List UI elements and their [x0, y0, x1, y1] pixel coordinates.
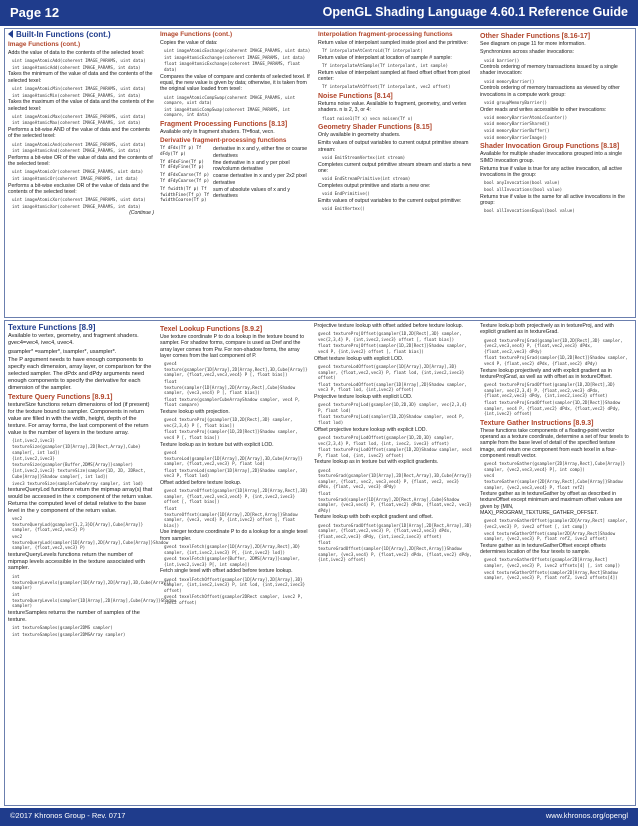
description-text: Returns noise value. Available to fragment, geometry, and vertex shaders. n is 2, 3, or 4: [318, 100, 467, 114]
function-signature: int textureSamples(gsampler2DMSArray sampler) [12, 632, 126, 637]
function-signature: int textureQueryLevels(gsampler{1D[Array],2D[Array],3D,Cube[Array]} sampler) [12, 574, 171, 591]
description-text: Texture lookup projectively and with explicit gradient as in textureProjGrad, as well as with offset as in textureOffset. [480, 367, 612, 380]
function-signature: vec4 textureGather(sampler{2D[Array,Rect],Cube[Array]}Shadow sampler, {vec2,vec3,vec4} P, float refZ) [484, 473, 623, 490]
function-signature: float texture(sampler{1D[Array],2D[Array,Rect],Cube}Shadow sampler, {vec3,vec4} P [, float bias]) [164, 378, 296, 396]
function-signature: uint imageAtomicMin(coherent IMAGE_PARAMS, uint data) [12, 86, 146, 92]
description-text: Emits values of output variables to current output primitive stream stream: [318, 140, 469, 153]
builtin-title: Built-In Functions (cont.) [8, 30, 154, 40]
function-signature: float textureGrad(sampler{1D[Array],2D[Rect,Array],Cube}Shadow sampler, {vec3,vec4} P, {float,vec2} dPdx, {float,vec2, vec3} dPdy) [318, 490, 472, 513]
function-signature: gvec4 textureGradOffset(gsampler{1D[Array],2D[Rect,Array],3D} sampler, {float,vec2,vec3} P, {float,vec2,vec3} dPdx, {float,vec2,vec3} dPdy, {int,ivec2,ivec3} offset) [318, 522, 472, 539]
function-signature: float textureProjLodOffset(sampler{1D,2D}Shadow sampler, vec4 P, float lod, {int, ivec2} offset) [318, 447, 472, 458]
function-signature: void memoryBarrierAtomicCounter() [484, 114, 568, 120]
description-text: Performs a bit-wise AND of the value of data and the contents of the selected texel: [8, 127, 150, 140]
description-text: Emits values of output variables to the current output primitive: [318, 197, 462, 204]
column-projective-lookup [314, 323, 474, 801]
function-signature: int textureSamples(gsampler2DMS sampler) [12, 625, 113, 631]
derivative-description: fine derivative in x and y per pixel row/column derivative [213, 159, 290, 173]
description-text: gsampler* =sampler*, isampler*, usampler*. [8, 348, 117, 355]
page-header [0, 0, 638, 26]
derivative-signature: Tf dFdxCoarse(Tf p) Tf dFdyCoarse(Tf p) [160, 173, 210, 184]
column-texture-query [8, 323, 176, 801]
function-signature: int imageAtomicAdd(coherent IMAGE_PARAMS, int data) [12, 64, 141, 70]
description-text: Compares the value of compare and contents of selected texel. If equal, the new value is given by data; otherwise, it is taken from the original value loaded from texel: [160, 73, 310, 93]
fragment-functions-heading: Fragment Processing Functions [8.13] [160, 120, 288, 128]
function-signature: gvec4 textureGather(gsampler{2D[Array,Rect],Cube[Array]} sampler, {vec2,vec3,vec4} P[, int comp]) [484, 461, 626, 472]
function-signature: float noise1(Tf x) vecn noisen(Tf x) [322, 115, 413, 121]
function-signature: float imageAtomicExchange(coherent IMAGE_PARAMS, float data) [164, 61, 301, 73]
function-signature: void memoryBarrier() [484, 78, 535, 84]
function-signature: float textureProjOffset(sampler{1D,2D[Rect]}Shadow sampler, vec4 P, {int,ivec2} offset [, float bias]) [318, 343, 467, 355]
function-signature: float textureLodOffset(sampler{1D[Array],2D}Shadow sampler, vec3 P, float lod, {int,ivec2} offset) [318, 381, 467, 393]
description-text: Projective texture lookup with explicit LOD. [314, 393, 413, 400]
description-text: Completes current output primitive stream stream and starts a new one: [318, 161, 472, 174]
page-footer [0, 808, 638, 826]
function-signature: void EndStreamPrimitive(int stream) [322, 176, 411, 182]
derivative-table [160, 146, 312, 203]
function-signature: gvec4 textureGatherOffsets(gsampler2D[Array,Rect] sampler, {vec2,vec3} P, ivec2 offsets[4] [, int comp]) [484, 557, 621, 568]
description-text: Return value of interpolant sampled at fixed offset offset from pixel center: [318, 69, 471, 83]
function-signature: uint imageAtomicOr(coherent IMAGE_PARAMS, uint data) [12, 169, 144, 175]
function-signature: gvec4 texelFetchOffset(gsampler2DRect sampler, ivec2 P, ivec2 offset) [164, 594, 303, 605]
continue-note: (Continue ) [129, 210, 154, 217]
interpolation-heading: Interpolation fragment-processing functions [318, 31, 453, 38]
texel-lookup-heading: Texel Lookup Functions [8.9.2] [160, 326, 263, 333]
description-text: Offset texture lookup with explicit LOD. [314, 355, 404, 362]
function-signature: gvec4 texture(gsampler{1D[Array],2D[Array,Rect],3D,Cube[Array]} sampler, {float,vec2,vec3,vec4} P [, float bias]) [164, 361, 308, 378]
function-signature: float textureGradOffset(sampler{1D[Array],2D[Rect,Array]}Shadow sampler, {vec3,vec4} P, {float,vec2} dPdx, {float,vec2} dPdy, {int,ivec2} offset) [318, 540, 472, 563]
function-signature: vec2 textureQueryLod(sampler{1D[Array],2D[Array],Cube[Array]}Shadow sampler, {float,vec2,vec3} P) [12, 534, 169, 551]
description-text: Texture lookup as in texture but with explicit LOD. [160, 441, 274, 448]
description-text: Synchronizes across shader invocations: [480, 49, 574, 56]
function-signature: gvec4 textureProjOffset(gsampler{1D,2D[Rect],3D} sampler, vec{2,3,4} P, {int,ivec2,ivec3} offset [, float bias]) [318, 331, 462, 342]
geometry-heading: Geometry Shader Functions [8.15] [318, 124, 432, 132]
function-signature: void EndPrimitive() [322, 191, 370, 197]
description-text: Controls ordering of memory transactions as viewed by other invocations in a compute work group: [480, 85, 620, 98]
description-text: Available to vertex, geometry, and fragment shaders. gvec4=vec4, ivec4, uvec4. [8, 333, 139, 346]
interpolation-list [318, 40, 474, 90]
column-interp-noise-geo [318, 30, 474, 314]
description-text: Performs a bit-wise OR of the value of data and the contents of the selected texel: [8, 154, 153, 168]
page-title: OpenGL Shading Language 4.60.1 Reference Guide [322, 5, 628, 19]
function-signature: Tf interpolateAtOffset(Tf interpolant, vec2 offset) [322, 84, 451, 90]
description-text: Texture lookup with projection. [160, 408, 230, 415]
copyright: ©2017 Khronos Group - Rev. 0717 [10, 811, 126, 820]
function-signature: uint imageAtomicExchange(coherent IMAGE_PARAMS, uint data) [164, 48, 311, 54]
function-signature: gvec4 textureLod(gsampler{1D[Array],2D[Array],3D,Cube[Array]} sampler, {float,vec2,vec3} P, float lod) [164, 449, 303, 467]
function-signature: void barrier() [484, 57, 520, 63]
description-text: Offset projective texture lookup with explicit LOD. [314, 426, 427, 433]
column-texture-gather [480, 323, 630, 801]
fragment-intro: Available only in fragment shaders. Tf=float, vecn. [160, 128, 275, 135]
derivative-row [160, 173, 312, 186]
noise-list [318, 101, 474, 121]
description-text: Available for multiple shader invocations grouped into a single SIMD invocation group. [480, 151, 623, 164]
function-signature: void groupMemoryBarrier() [484, 99, 548, 105]
column-texel-lookup [160, 323, 308, 801]
description-text: textureQueryLevels functions return the number of mipmap levels accessible in the texture associated with sampler. [8, 551, 146, 572]
function-signature: bool allInvocationsEqual(bool value) [484, 208, 575, 214]
function-signature: gvec4 textureProjGradOffset(gsampler{1D,2D[Rect],3D} sampler, vec{2,3,4} P, {float,vec2,vec3} dPdx, {float,vec2,vec3} dPdy, {int,ivec2,ivec3} offset) [484, 382, 616, 399]
function-signature: float textureOffset(sampler{1D[Array],2D[Rect,Array]}Shadow sampler, {vec3, vec4} P, {int,ivec2} offset [, float bias]) [164, 505, 298, 528]
column-image-fragment [160, 30, 312, 314]
description-text: Texture lookup as in texture but with explicit gradients. [314, 459, 439, 466]
function-signature: gvec4 texelFetch(gsampler{Buffer, 2DMS[Array]}sampler, {int,ivec2,ivec3} P[, int sample]) [164, 556, 301, 567]
texture-query-heading: Texture Query Functions [8.9.1] [8, 394, 113, 402]
function-signature: int imageAtomicMin(coherent IMAGE_PARAMS, int data) [12, 92, 141, 98]
function-signature: gvec4 textureOffset(gsampler{1D[Array],2D[Array,Rect],3D} sampler, {float,vec2,vec3,vec4} P, {int,ivec2,ivec3} offset [, float bias]) [164, 488, 308, 505]
column-other-shader [480, 30, 630, 314]
description-text: The P argument needs to have enough components to specify each dimension, array layer, or comparison for the selected sampler. The dPdx and dPdy arguments need enough components to specify the derivative for each dimension of the sampler. [8, 357, 152, 391]
function-signature: {int,ivec2,ivec3} textureSize(gsampler{1D[Array],2D[Rect,Array],Cube} sampler[, int lod]) [12, 438, 141, 455]
function-signature: {int,ivec2,ivec3} textureSize(gsampler{Buffer,2DMS[Array]}sampler) [12, 456, 134, 467]
derivative-description: coarse derivative in x and y per 2x2 pixel derivative [213, 173, 307, 186]
function-signature: uint imageAtomicAnd(coherent IMAGE_PARAMS, uint data) [12, 141, 146, 147]
function-signature: float textureLod(sampler{1D[Array],2D}Shadow sampler, vec3 P, float lod) [164, 467, 298, 479]
noise-heading: Noise Functions [8.14] [318, 92, 393, 100]
function-signature: bool allInvocations(bool value) [484, 187, 563, 193]
description-text: Texture lookup both projectively as in textureProj, and with explicit gradient as in textureGrad. [480, 323, 614, 336]
derivative-description: sum of absolute values of x and y derivatives [213, 187, 290, 200]
description-text: Texture gather as in textureGatherOffset except offsets determines location of the four texels to sample. [480, 542, 606, 556]
function-signature: uint imageAtomicXor(coherent IMAGE_PARAMS, uint data) [12, 197, 146, 203]
function-signature: int imageAtomicAnd(coherent IMAGE_PARAMS, int data) [12, 148, 141, 154]
function-signature: int textureQueryLevels(sampler{1D[Array],2D[Array],Cube[Array]}Shadow sampler) [12, 592, 176, 609]
description-text: These functions take components of a floating-point vector operand as a texture coordinate, determine a set of four texels to sample from the base level of detail of the specified texture image, and return one component from each texel in a four-component result vector. [480, 427, 629, 459]
derivative-row [160, 146, 312, 159]
function-signature: vec2 textureQueryLod(gsampler{1,2,3}D[Array],Cube[Array]} sampler, {float,vec2,vec3} P) [12, 516, 144, 533]
description-text: textureSize functions return dimensions of lod (if present) for the texture bound to sampler. Components in return value are filled in with the width, height, depth of the texture. For array forms, the last component of the return value is the number of layers in the texture array. [8, 402, 150, 436]
invocation-group-list [480, 151, 630, 214]
description-text: Return value of interpolant sampled inside pixel and the primitive: [318, 40, 468, 46]
function-signature: gvec4 texelFetchOffset(gsampler{1D[Array],2D[Array],3D} sampler, {int,ivec2,ivec3} P, int lod, {int,ivec2,ivec3} offset) [164, 576, 306, 593]
description-text: Return value of interpolant at location of sample # sample: [318, 54, 452, 61]
function-signature: float textureProjGrad(sampler{1D,2D[Rect]}Shadow sampler, vec4 P, {float,vec2} dPdx, {float,vec2} dPdy) [484, 355, 628, 366]
function-signature: vec4 textureGatherOffset(sampler2D[Array,Rect]Shadow sampler, {vec2,vec3} P, float refZ, ivec2 offset) [484, 530, 616, 542]
derivative-signature: Tf dFdxFine(Tf p) Tf dFdyFine(Tf p) [160, 159, 204, 171]
derivative-row [160, 187, 312, 204]
function-signature: gvec4 textureGrad(gsampler{1D[Array],2D[Rect,Array],3D,Cube[Array]} sampler, {float, vec2, vec3,vec4} P, {float, vec2, vec3} dPdx, {float, vec2, vec3} dPdy) [318, 467, 472, 490]
function-signature: void memoryBarrierBuffer() [484, 128, 550, 134]
description-text: Takes the maximum of the value of data and the contents of the selected texel: [8, 99, 154, 112]
description-text: Texture lookup with both explicit gradient and offset. [314, 514, 433, 521]
website-link[interactable]: www.khronos.org/opengl [545, 811, 628, 820]
function-signature: gvec4 textureLodOffset(gsampler{1D[Array],2D[Array],3D} sampler, {float,vec2,vec3} P, float lod, {int,ivec2,ivec3} offset) [318, 363, 465, 381]
function-signature: gvec4 textureProjLodOffset(gsampler{1D,2D,3D} sampler, vec{2,3,4} P, float lod, {int, ivec2, ivec3} offset) [318, 434, 455, 446]
image-functions-cont-list [160, 40, 312, 118]
function-signature: ivec3 textureSize(samplerCubeArray sampler, int lod) [12, 480, 144, 486]
function-signature: gvec4 textureProjLod(gsampler{1D,2D,3D} sampler, vec{2,3,4} P, float lod) [318, 402, 467, 413]
description-text: Use integer texture coordinate P to do a lookup for a single texel from sampler. [160, 529, 308, 542]
function-signature: int imageAtomicMax(coherent IMAGE_PARAMS, int data) [12, 120, 141, 126]
other-shader-list [480, 41, 630, 140]
geometry-list [318, 132, 474, 211]
other-shader-heading: Other Shader Functions [8.16-17] [480, 33, 591, 40]
function-signature: Tf interpolateAtSample(Tf interpolant, int sample) [322, 63, 449, 69]
function-signature: uint imageAtomicAdd(coherent IMAGE_PARAMS, uint data) [12, 58, 146, 64]
description-text: Adds the value of data to the contents of the selected texel: [8, 50, 145, 56]
description-text: Completes output primitive and starts a new one: [318, 182, 431, 189]
description-text: Use texture coordinate P to do a lookup in the texture bound to sampler. For shadow forms, compare is used as Dref and the array layer comes from Pw. For non-shadow forms, the array layer comes from the last component of P. [160, 334, 305, 359]
texture-functions-heading: Texture Functions [8.9] [8, 323, 96, 332]
description-text: Texture gather as in textureGather by offset as described in textureOffset except minimum and maximum offset values are given by {MIN, MAX}_PROGRAM_TEXTURE_GATHER_OFFSET. [480, 491, 623, 517]
texture-query-list [8, 402, 176, 637]
function-signature: gvec4 textureProjGrad(gsampler{1D,2D[Rect],3D} sampler, {vec2,vec3,vec4} P, {float,vec2,vec3} dPdx, {float,vec2,vec3} dPdy) [484, 337, 623, 354]
description-text: See diagram on page 11 for more information. [480, 41, 586, 47]
description-text: textureQueryLod functions return the mipmap array(s) that would be accessed in the x component of the return value. Returns the computed level of detail relative to the base level in the y component of the return value. [8, 487, 153, 514]
proj-grad-list [480, 323, 630, 417]
description-text: Only available in geometry shaders. [318, 132, 401, 139]
derivative-signature: Tf fwidth(Tf p) Tf fwidthFine(Tf p) Tf fwidthCoarse(Tf p) [160, 187, 210, 204]
texture-intro [8, 333, 154, 391]
function-signature: vec4 textureGatherOffsets(sampler2D[Array,Rect]Shadow sampler, {vec2,vec3} P, float refZ, ivec2 offsets[4]) [484, 569, 618, 581]
function-signature: uint imageAtomicCompSwap(coherent IMAGE_PARAMS, uint compare, uint data) [164, 94, 296, 106]
description-text: Performs a bit-wise exclusive OR of the value of data and the contents of the selected texel: [8, 182, 149, 195]
function-signature: gvec4 texelFetch(gsampler{1D[Array],2D[Array,Rect],3D} sampler, {int,ivec2,ivec3} P[, {int,ivec2} lod]) [164, 543, 301, 555]
derivative-heading: Derivative fragment-processing functions [160, 137, 287, 145]
function-signature: float textureProjLod(sampler{1D,2D}Shadow sampler, vec4 P, float lod) [318, 414, 465, 426]
function-signature: int imageAtomicXor(coherent IMAGE_PARAMS, int data) [12, 203, 141, 209]
function-signature: float textureProj(sampler{1D,2D[Rect]}Shadow sampler, vec4 P [, float bias]) [164, 429, 298, 441]
description-text: Returns true if value is true for any active invocation, all active invocations in the group: [480, 165, 623, 179]
texture-gather-list [480, 428, 630, 581]
description-text: Offset added before texture lookup. [160, 479, 242, 486]
function-signature: float texture(gsamplerCubeArrayShadow sampler, vec4 P, float compare) [164, 396, 301, 408]
description-text: Order reads and writes accessible to other invocations: [480, 106, 607, 113]
image-functions-cont-heading: Image Functions (cont.) [160, 31, 233, 38]
description-text: Returns true if value is the same for all active invocations in the group: [480, 193, 626, 206]
page-number: Page 12 [10, 5, 60, 20]
derivative-row [160, 160, 312, 173]
projective-lookup-list [314, 323, 474, 563]
description-text: Copies the value of data: [160, 40, 218, 46]
function-signature: bool anyInvocation(bool value) [484, 180, 560, 186]
invocation-group-heading: Shader Invocation Group Functions [8.18] [480, 143, 620, 151]
description-text: Fetch single texel with offset added before texture lookup. [160, 568, 293, 575]
derivative-description: derivative in x and y, either fine or coarse derivatives [213, 146, 308, 159]
function-signature: float textureProjGradOffset(sampler{1D,2D[Rect]}Shadow sampler, vec4 P, {float,vec2} dPdx, {float,vec2} dPdy, {int,ivec2} offset) [484, 399, 621, 417]
function-signature: {int,ivec2,ivec3} textureSize(sampler{1D, 2D, 2DRect, Cube[Array]}Shadow sampler[, int lod]) [12, 468, 146, 479]
description-text: Takes the minimum of the value of data and the contents of the selected texel: [8, 71, 153, 84]
texture-gather-heading: Texture Gather Instructions [8.9.3] [480, 419, 594, 427]
derivative-signature: Tf dFdx(Tf p) Tf dFdy(Tf p) [160, 146, 202, 157]
function-signature: void memoryBarrierImage() [484, 134, 548, 140]
column-image-functions [8, 30, 154, 314]
function-signature: int imageAtomicExchange(coherent IMAGE_PARAMS, int data) [164, 54, 306, 60]
back-arrow-icon [8, 30, 13, 38]
function-signature: gvec4 textureGatherOffset(gsampler2D[Array,Rect] sampler, {vec2,vec3} P, ivec2 offset [, int comp]) [484, 518, 628, 529]
function-signature: gvec4 textureProj(gsampler{1D,2D[Rect],3D} sampler, vec{2,3,4} P [, float bias]) [164, 417, 293, 428]
function-signature: void EmitStreamVertex(int stream) [322, 155, 406, 161]
description-text: Controls ordering of memory transactions issued by a single shader invocation: [480, 64, 618, 77]
function-signature: void EmitVertex() [322, 206, 365, 212]
function-signature: void memoryBarrierShared() [484, 121, 550, 127]
texel-lookup-list [160, 334, 308, 606]
image-functions-heading: Image Functions (cont.) [8, 41, 81, 48]
function-signature: int imageAtomicCompSwap(coherent IMAGE_PARAMS, int compare, int data) [164, 106, 291, 118]
function-signature: uint imageAtomicMax(coherent IMAGE_PARAMS, uint data) [12, 113, 146, 119]
image-functions-list [8, 50, 154, 209]
description-text: textureSamples returns the number of samples of the texture. [8, 609, 140, 623]
function-signature: Tf interpolateAtCentroid(Tf interpolant) [322, 48, 423, 54]
description-text: Projective texture lookup with offset added before texture lookup. [314, 323, 463, 329]
function-signature: int imageAtomicOr(coherent IMAGE_PARAMS, int data) [12, 176, 139, 182]
